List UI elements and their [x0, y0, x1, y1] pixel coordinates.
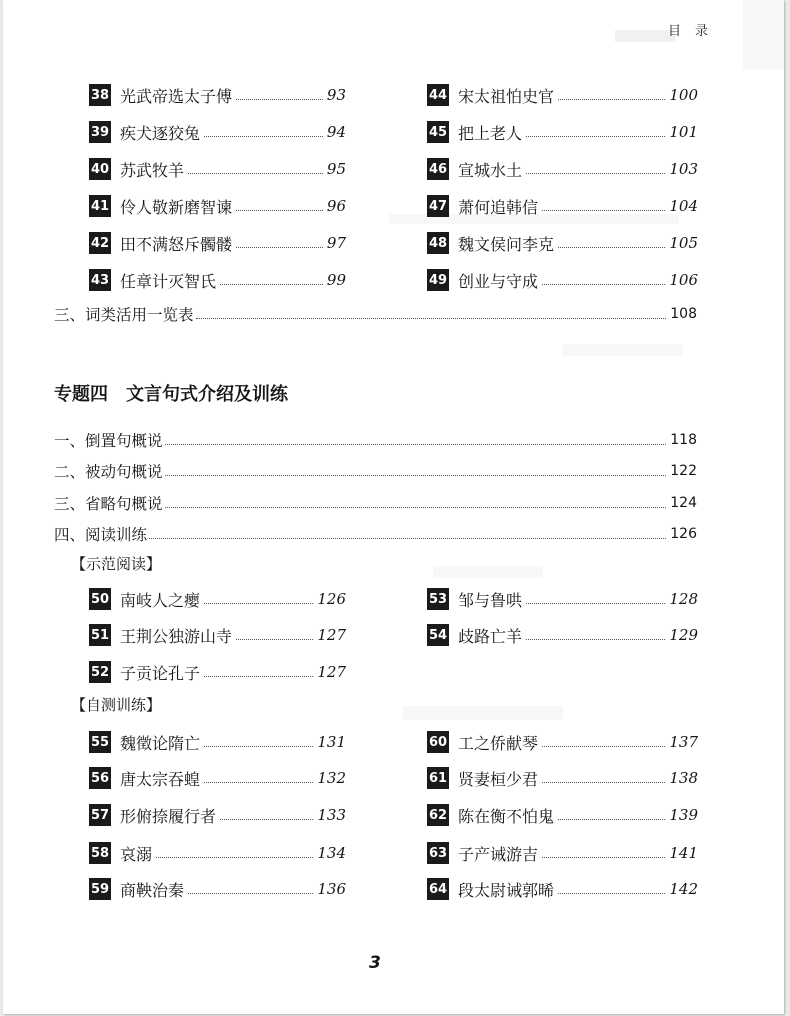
- entry-number-badge: 44: [427, 84, 449, 106]
- entry-title: 南岐人之瘿: [120, 590, 201, 610]
- entry-number-badge: 52: [89, 661, 111, 683]
- toc-entry[interactable]: [89, 193, 346, 219]
- toc-section[interactable]: [54, 491, 697, 515]
- entry-number-badge: 45: [427, 121, 449, 143]
- dot-leader: [236, 99, 323, 100]
- section-title: 三、省略句概说: [54, 495, 163, 513]
- entry-number-badge: 53: [427, 588, 449, 610]
- entry-title: 创业与守成: [458, 271, 539, 291]
- entry-number-badge: 56: [89, 767, 111, 789]
- entry-number-badge: 57: [89, 804, 111, 826]
- entry-page: 99: [326, 271, 346, 289]
- entry-title: 伶人敬新磨智谏: [120, 197, 233, 217]
- entry-title: 萧何追韩信: [458, 197, 539, 217]
- toc-entry[interactable]: [89, 267, 346, 293]
- entry-page: 133: [317, 806, 346, 824]
- entry-page: 105: [669, 234, 698, 252]
- entry-page: 137: [669, 733, 698, 751]
- entry-page: 127: [317, 663, 346, 681]
- dot-leader: [236, 247, 323, 248]
- dot-leader: [542, 284, 665, 285]
- toc-entry[interactable]: [427, 267, 698, 293]
- entry-page: 106: [669, 271, 698, 289]
- section-page: 122: [670, 463, 697, 479]
- dot-leader: [165, 475, 667, 476]
- entry-title: 子贡论孔子: [120, 663, 201, 683]
- entry-page: 127: [317, 626, 346, 644]
- dot-leader: [165, 444, 667, 445]
- section-title: 一、倒置句概说: [54, 432, 163, 450]
- dot-leader: [542, 210, 665, 211]
- entry-title: 王荆公独游山寺: [120, 626, 233, 646]
- entry-title: 商鞅治秦: [120, 880, 185, 900]
- dot-leader: [204, 782, 313, 783]
- dot-leader: [156, 857, 313, 858]
- entry-page: 97: [326, 234, 346, 252]
- toc-section[interactable]: [54, 428, 697, 452]
- section-page: 108: [670, 306, 697, 322]
- entry-title: 宣城水土: [458, 160, 523, 180]
- entry-number-badge: 55: [89, 731, 111, 753]
- entry-page: 128: [669, 590, 698, 608]
- toc-entry[interactable]: [89, 156, 346, 182]
- entry-title: 唐太宗吞蝗: [120, 769, 201, 789]
- entry-page: 141: [669, 844, 698, 862]
- toc-entry[interactable]: [427, 622, 698, 648]
- entry-page: 103: [669, 160, 698, 178]
- entry-title: 宋太祖怕史官: [458, 86, 555, 106]
- dot-leader: [196, 318, 667, 319]
- entry-title: 疾犬逐狡兔: [120, 123, 201, 143]
- entry-page: 131: [317, 733, 346, 751]
- entry-title: 苏武牧羊: [120, 160, 185, 180]
- toc-entry[interactable]: [89, 840, 346, 866]
- section-title: 二、被动句概说: [54, 463, 163, 481]
- dot-leader: [149, 538, 666, 539]
- entry-number-badge: 40: [89, 158, 111, 180]
- toc-entry[interactable]: [89, 586, 346, 612]
- toc-section[interactable]: [54, 522, 697, 546]
- bleed-through-mark: [403, 706, 563, 720]
- entry-number-badge: 60: [427, 731, 449, 753]
- entry-title: 光武帝选太子傅: [120, 86, 233, 106]
- toc-entry[interactable]: [427, 586, 698, 612]
- entry-page: 139: [669, 806, 698, 824]
- entry-number-badge: 49: [427, 269, 449, 291]
- entry-page: 126: [317, 590, 346, 608]
- toc-entry[interactable]: [89, 82, 346, 108]
- dot-leader: [204, 603, 313, 604]
- dot-leader: [526, 603, 665, 604]
- entry-number-badge: 47: [427, 195, 449, 217]
- section-title: 三、词类活用一览表: [54, 306, 194, 324]
- toc-entry[interactable]: [89, 876, 346, 902]
- entry-page: 142: [669, 880, 698, 898]
- page-header: 目录: [667, 24, 722, 39]
- dot-leader: [220, 284, 323, 285]
- bleed-through-mark: [433, 566, 543, 578]
- entry-title: 段太尉诫郭晞: [458, 880, 555, 900]
- entry-number-badge: 48: [427, 232, 449, 254]
- dot-leader: [542, 782, 665, 783]
- entry-page: 101: [669, 123, 698, 141]
- entry-number-badge: 64: [427, 878, 449, 900]
- toc-entry[interactable]: [89, 729, 346, 755]
- dot-leader: [188, 893, 313, 894]
- entry-title: 田不满怒斥髑髅: [120, 234, 233, 254]
- entry-title: 任章计灭智氏: [120, 271, 217, 291]
- entry-title: 邹与鲁哄: [458, 590, 523, 610]
- entry-page: 134: [317, 844, 346, 862]
- bleed-through-mark: [743, 0, 784, 70]
- entry-number-badge: 58: [89, 842, 111, 864]
- subsection-label: 【自测训练】: [71, 696, 162, 714]
- dot-leader: [526, 173, 665, 174]
- dot-leader: [236, 639, 313, 640]
- entry-number-badge: 62: [427, 804, 449, 826]
- dot-leader: [204, 136, 323, 137]
- toc-entry[interactable]: [427, 230, 698, 256]
- dot-leader: [526, 136, 665, 137]
- entry-number-badge: 42: [89, 232, 111, 254]
- toc-entry[interactable]: [427, 840, 698, 866]
- toc-entry[interactable]: [427, 193, 698, 219]
- topic-label: 专题四: [54, 384, 108, 405]
- section-page: 126: [670, 526, 697, 542]
- section-title: 四、阅读训练: [54, 526, 148, 544]
- toc-entry[interactable]: [427, 876, 698, 902]
- entry-title: 子产诫游吉: [458, 844, 539, 864]
- toc-entry[interactable]: [427, 802, 698, 828]
- entry-title: 形俯捺履行者: [120, 806, 217, 826]
- entry-page: 136: [317, 880, 346, 898]
- dot-leader: [542, 857, 665, 858]
- dot-leader: [220, 819, 313, 820]
- entry-page: 93: [326, 86, 346, 104]
- dot-leader: [188, 173, 323, 174]
- dot-leader: [558, 819, 665, 820]
- entry-number-badge: 39: [89, 121, 111, 143]
- entry-page: 138: [669, 769, 698, 787]
- entry-number-badge: 50: [89, 588, 111, 610]
- entry-number-badge: 54: [427, 624, 449, 646]
- entry-number-badge: 46: [427, 158, 449, 180]
- dot-leader: [542, 746, 665, 747]
- toc-entry[interactable]: [89, 230, 346, 256]
- entry-title: 把上老人: [458, 123, 523, 143]
- toc-entry[interactable]: [427, 119, 698, 145]
- entry-title: 贤妻桓少君: [458, 769, 539, 789]
- entry-number-badge: 51: [89, 624, 111, 646]
- toc-section[interactable]: [54, 459, 697, 483]
- entry-number-badge: 63: [427, 842, 449, 864]
- entry-page: 132: [317, 769, 346, 787]
- toc-entry[interactable]: [427, 765, 698, 791]
- toc-entry[interactable]: [89, 622, 346, 648]
- entry-title: 歧路亡羊: [458, 626, 523, 646]
- entry-title: 魏文侯问李克: [458, 234, 555, 254]
- bleed-through-mark: [615, 30, 675, 42]
- entry-number-badge: 59: [89, 878, 111, 900]
- entry-title: 工之侨献琴: [458, 733, 539, 753]
- entry-title: 魏徵论隋亡: [120, 733, 201, 753]
- entry-page: 95: [326, 160, 346, 178]
- entry-title: 陈在衡不怕鬼: [458, 806, 555, 826]
- toc-entry[interactable]: [427, 156, 698, 182]
- entry-page: 129: [669, 626, 698, 644]
- dot-leader: [558, 99, 665, 100]
- entry-number-badge: 43: [89, 269, 111, 291]
- dot-leader: [526, 639, 665, 640]
- toc-section[interactable]: [54, 302, 697, 326]
- entry-number-badge: 41: [89, 195, 111, 217]
- entry-page: 94: [326, 123, 346, 141]
- section-page: 118: [670, 432, 697, 448]
- toc-entry[interactable]: [427, 82, 698, 108]
- dot-leader: [204, 746, 313, 747]
- toc-entry[interactable]: [89, 802, 346, 828]
- toc-entry[interactable]: [427, 729, 698, 755]
- bleed-through-mark: [563, 344, 683, 356]
- toc-entry[interactable]: [89, 765, 346, 791]
- book-page: [3, 0, 784, 1014]
- topic-title: 文言句式介绍及训练: [126, 384, 288, 405]
- dot-leader: [204, 676, 313, 677]
- toc-entry[interactable]: [89, 119, 346, 145]
- subsection-label: 【示范阅读】: [71, 555, 162, 573]
- entry-number-badge: 61: [427, 767, 449, 789]
- toc-entry[interactable]: [89, 659, 346, 685]
- dot-leader: [165, 507, 667, 508]
- dot-leader: [558, 247, 665, 248]
- dot-leader: [558, 893, 665, 894]
- topic-heading[interactable]: [54, 380, 306, 406]
- section-page: 124: [670, 495, 697, 511]
- entry-page: 104: [669, 197, 698, 215]
- entry-number-badge: 38: [89, 84, 111, 106]
- entry-page: 96: [326, 197, 346, 215]
- dot-leader: [236, 210, 323, 211]
- page-folio: 3: [369, 953, 381, 973]
- entry-title: 哀溺: [120, 844, 153, 864]
- entry-page: 100: [669, 86, 698, 104]
